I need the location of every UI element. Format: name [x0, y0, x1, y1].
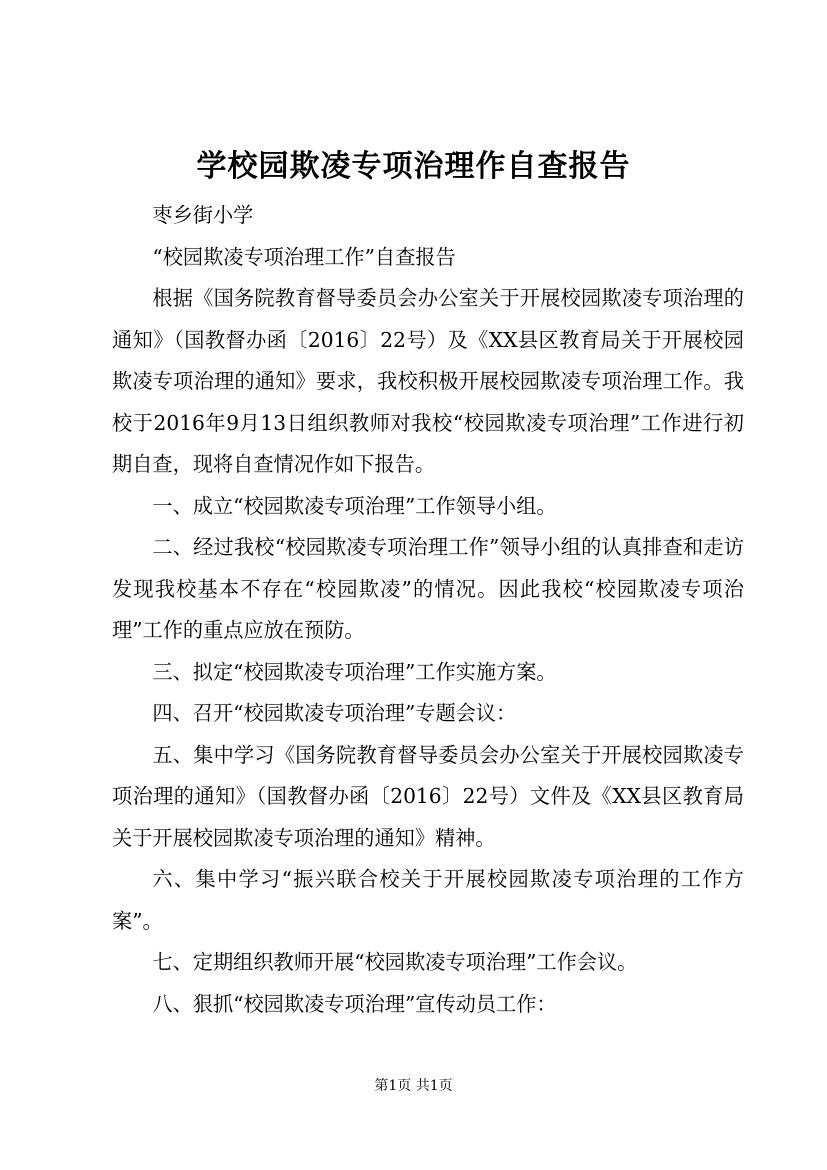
item-8: 八、狠抓“校园欺凌专项治理”宣传动员工作：	[152, 991, 557, 1016]
item-2: 二、经过我校“校园欺凌专项治理工作”领导小组的认真排查和走访发现我校基本不存在“校园欺凌”的情况。因此我校“校园欺凌专项治理”工作的重点应放在预防。	[112, 535, 744, 642]
page-footer: 第1页 共1页	[374, 1078, 453, 1094]
item-6: 六、集中学习“振兴联合校关于开展校园欺凌专项治理的工作方案”。	[112, 867, 744, 933]
item-3: 三、拟定“校园欺凌专项治理”工作实施方案。	[152, 659, 557, 684]
item-4: 四、召开“校园欺凌专项治理”专题会议：	[152, 701, 517, 725]
intro-paragraph: 根据《国务院教育督导委员会办公室关于开展校园欺凌专项治理的通知》（国教督办函〔2016〕22号）及《XX县区教育局关于开展校园欺凌专项治理的通知》要求，我校积极开展校园欺凌专项治理工作。我校于2016年9月13日组织教师对我校“校园欺凌专项治理”工作进行初期自查，现将自查情况作如下报告。	[112, 286, 744, 476]
report-subtitle: “校园欺凌专项治理工作”自查报告	[152, 244, 456, 269]
item-1: 一、成立“校园欺凌专项治理”工作领导小组。	[152, 493, 557, 518]
school-name: 枣乡街小学	[152, 203, 254, 227]
document-title: 学校园欺凌专项治理作自查报告	[196, 149, 631, 184]
item-7: 七、定期组织教师开展“校园欺凌专项治理”工作会议。	[152, 950, 638, 974]
document-body	[112, 195, 744, 1025]
item-5: 五、集中学习《国务院教育督导委员会办公室关于开展校园欺凌专项治理的通知》（国教督办函〔2016〕22号）文件及《XX县区教育局关于开展校园欺凌专项治理的通知》精神。	[112, 742, 744, 850]
